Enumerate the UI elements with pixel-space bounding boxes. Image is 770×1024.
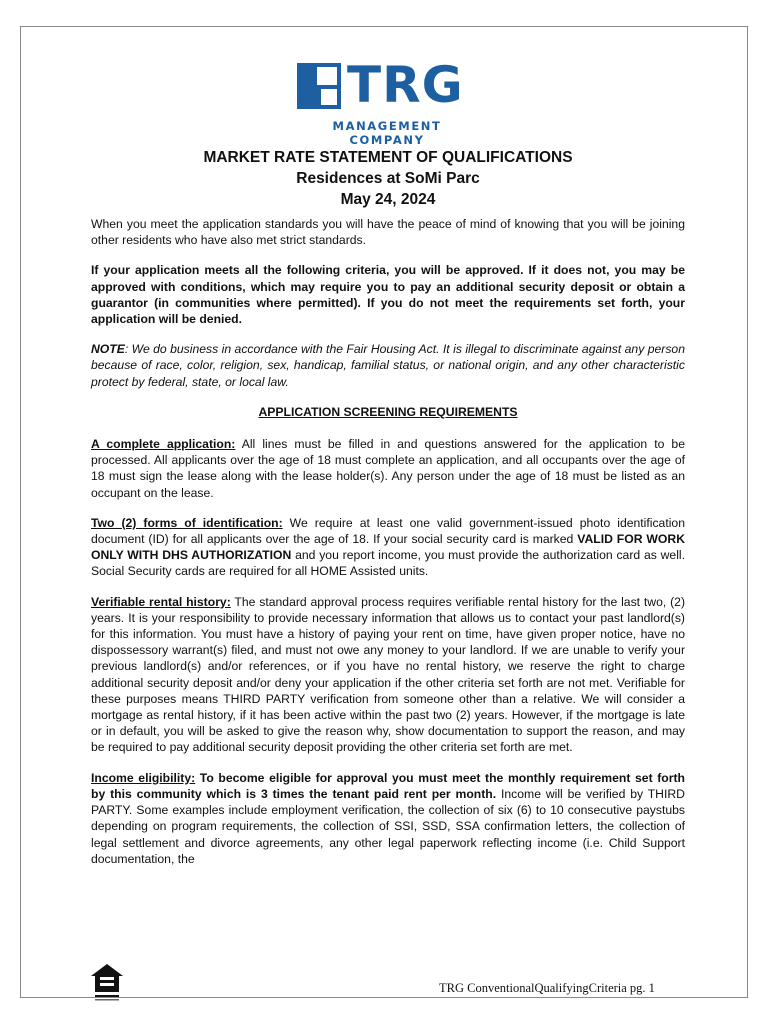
rental-history-lead: Verifiable rental history: (91, 594, 231, 609)
identification-paragraph (91, 515, 685, 580)
document-date: May 24, 2024 (340, 191, 436, 208)
note-label: NOTE (91, 342, 125, 357)
complete-application-text: All lines must be filled in and questions answered for the application to be processed. All applicants over the age of 18 must complete an application, and all occupants over the age of 18 must sign the lease along with the lease holder(s). Any person under the age of 18 must be listed as an occupant on the lease. (91, 437, 685, 500)
rental-history-text: The standard approval process requires verifiable rental history for the last two, (2) years. It is your responsibility to provide necessary information that allows us to contact your past landlord(s) for this information. You must have a history of paying your rent on time, have given proper notice, have no dispossessory warrant(s) filed, and must not owe any money to your landlord. If we are unable to verify your previous landlord(s) and/or references, or if you have no rental history, we reserve the right to charge additional security deposit and/or deny your application if the other criteria set forth are not met. Verifiable for these purposes means THIRD PARTY verification from someone other than a relative. We will consider a mortgage as rental history, if it has been active within the past two (2) years. However, if the mortgage is late or in default, you will be asked to give the reason why, show documentation to support the reason, and may be required to pay additional security deposit providing the other criteria set forth are met. (91, 594, 685, 755)
rental-history-paragraph (91, 594, 685, 756)
logo-wordmark: TRG (347, 56, 464, 114)
income-lead: Income eligibility: (91, 770, 196, 785)
complete-application-paragraph (91, 436, 685, 501)
intro-paragraph: When you meet the application standards you will have the peace of mind of knowing that you will be joining other residents who have also met strict standards. (91, 217, 685, 248)
income-bold: To become eligible for approval you must meet the monthly requirement set forth by this community which is 3 times the tenant paid rent per month. (91, 770, 685, 801)
fair-housing-note (91, 341, 685, 390)
identification-text-2: and you report income, you must provide the authorization card as well. Social Security cards are required for all HOME Assisted units. (91, 548, 685, 579)
property-name: Residences at SoMi Parc (296, 170, 480, 187)
income-text: Income will be verified by THIRD PARTY. Some examples include employment verification, the collection of six (6) to 10 consecutive paystubs depending on program requirements, the collection of SSI, SSD, SSA confirmation letters, the collection of legal settlement and divorce agreements, any other legal paperwork reflecting income (i.e. Child Support documentation, the (91, 786, 685, 866)
complete-application-lead: A complete application: (91, 437, 236, 452)
equal-housing-opportunity-icon (89, 962, 125, 1002)
income-paragraph (91, 770, 685, 867)
identification-bold: VALID FOR WORK ONLY WITH DHS AUTHORIZATION (91, 532, 685, 563)
document-page (20, 26, 748, 998)
trg-logo-mark-icon (297, 63, 341, 109)
identification-text-1: We require at least one valid government-issued photo identification document (ID) for all applicants over the age of 18. If your social security card is marked (91, 515, 685, 547)
logo-subtitle: MANAGEMENT COMPANY (332, 119, 442, 147)
document-title: MARKET RATE STATEMENT OF QUALIFICATIONS (203, 149, 573, 166)
note-text: : We do business in accordance with the Fair Housing Act. It is illegal to discriminate against any person because of race, color, religion, sex, handicap, familial status, or national origin, and any other characteristic protect by federal, state, or local law. (91, 342, 685, 389)
document-body (91, 147, 685, 881)
identification-lead: Two (2) forms of identification: (91, 515, 283, 530)
criteria-notice: If your application meets all the following criteria, you will be approved. If it does not, you may be approved with conditions, which may require you to pay an additional security deposit or obtain a guarantor (in communities where permitted). If you do not meet the requirements set forth, your application will be denied. (91, 263, 685, 327)
page-footer: TRG ConventionalQualifyingCriteria pg. 1 (439, 981, 655, 995)
section-heading: APPLICATION SCREENING REQUIREMENTS (258, 404, 518, 419)
